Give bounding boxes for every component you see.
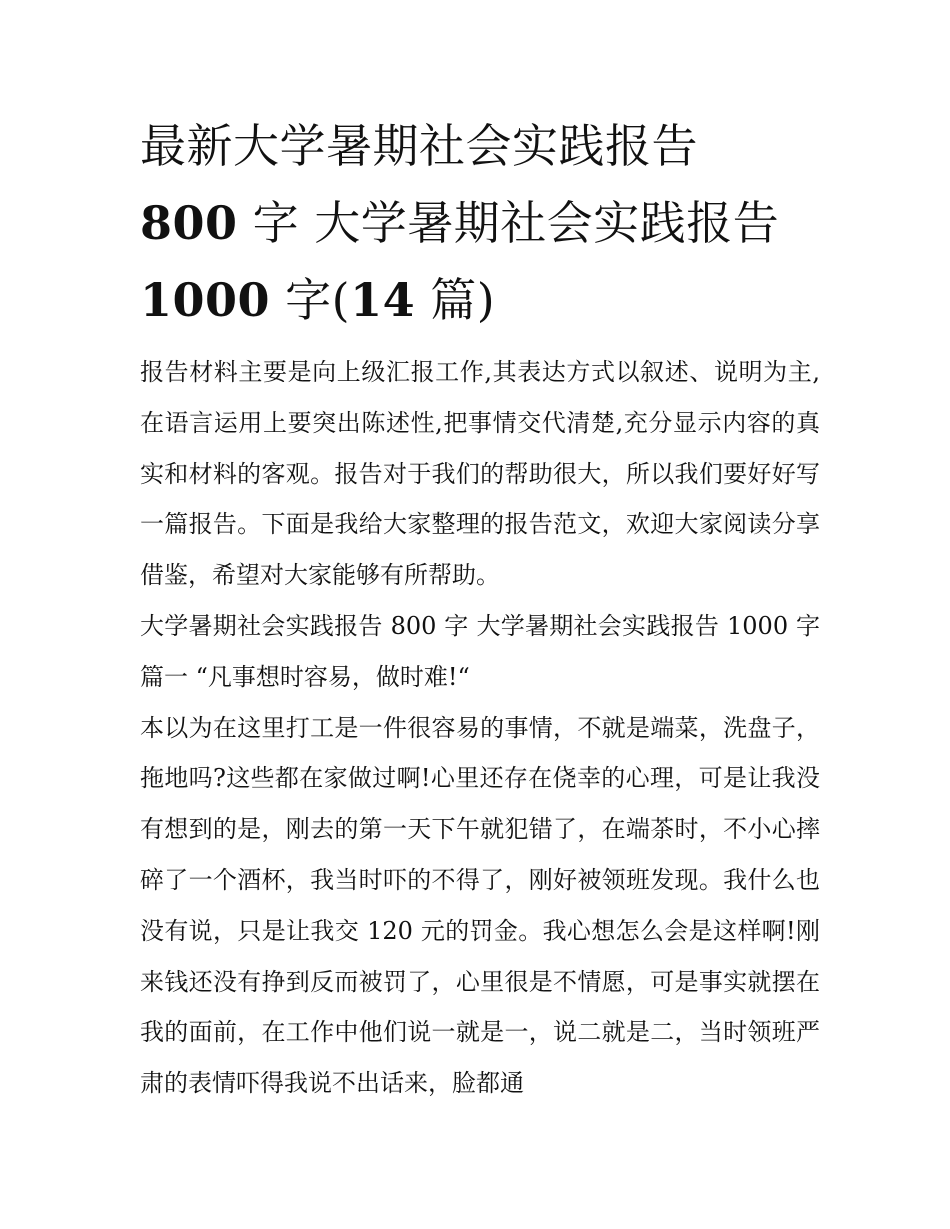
body-paragraph: 本以为在这里打工是一件很容易的事情，不就是端菜，洗盘子，拖地吗?这些都在家做过啊!心里还存在侥幸的心理，可是让我没有想到的是，刚去的第一天下午就犯错了，在端茶时，不小心摔碎了一个酒杯，我当时吓的不得了，刚好被领班发现。我什么也没有说，只是让我交 120 元的罚金。我心想怎么会是这样啊!刚来钱还没有挣到反而被罚了，心里很是不情愿，可是事实就摆在我的面前，在工作中他们说一就是一，说二就是二，当时领班严肃的表情吓得我说不出话来，脸都通: [140, 713, 820, 1098]
title-part: 800: [140, 196, 238, 250]
title-part: 字(: [270, 273, 351, 327]
title-part: 最新大学暑期社会实践报告: [140, 119, 698, 173]
document-body: [140, 347, 820, 1109]
title-part: 字 大学暑期社会实践报告: [237, 196, 780, 250]
section-heading-paragraph: 大学暑期社会实践报告 800 字 大学暑期社会实践报告 1000 字 篇一 “凡事想时容易，做时难!“: [140, 611, 820, 691]
title-part: 14: [350, 273, 416, 327]
title-part: 篇): [415, 273, 496, 327]
intro-paragraph: 报告材料主要是向上级汇报工作,其表达方式以叙述、说明为主,在语言运用上要突出陈述性,把事情交代清楚,充分显示内容的真实和材料的客观。报告对于我们的帮助很大，所以我们要好好写一篇报告。下面是我给大家整理的报告范文，欢迎大家阅读分享借鉴，希望对大家能够有所帮助。: [140, 358, 820, 590]
title-part: 1000: [140, 273, 271, 327]
document-page: [140, 108, 820, 1109]
document-title: [140, 108, 820, 339]
